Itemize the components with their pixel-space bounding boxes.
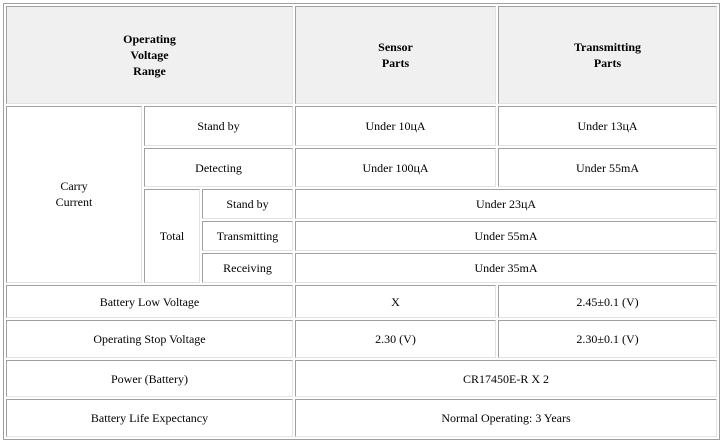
stand-by-transmitting-value: Under 13цA bbox=[498, 106, 717, 147]
table-row bbox=[6, 106, 717, 147]
operating-stop-voltage-sensor-value: 2.30 (V) bbox=[295, 320, 496, 358]
battery-life-expectancy-label: Battery Life Expectancy bbox=[6, 399, 293, 437]
table-row bbox=[6, 360, 717, 398]
detecting-transmitting-value: Under 55mA bbox=[498, 148, 717, 187]
header-operating-voltage-range: Operating Voltage Range bbox=[6, 6, 293, 104]
detecting-sensor-value: Under 100цA bbox=[295, 148, 496, 187]
total-label: Total bbox=[144, 189, 200, 283]
battery-low-voltage-transmitting-value: 2.45±0.1 (V) bbox=[498, 285, 717, 318]
table-row bbox=[6, 285, 717, 318]
total-receiving-label: Receiving bbox=[202, 253, 293, 283]
battery-low-voltage-sensor-value: X bbox=[295, 285, 496, 318]
total-stand-by-value: Under 23цA bbox=[295, 189, 717, 219]
total-transmitting-value: Under 55mA bbox=[295, 221, 717, 251]
battery-life-expectancy-value: Normal Operating: 3 Years bbox=[295, 399, 717, 437]
operating-stop-voltage-label: Operating Stop Voltage bbox=[6, 320, 293, 358]
battery-low-voltage-label: Battery Low Voltage bbox=[6, 285, 293, 318]
power-battery-label: Power (Battery) bbox=[6, 360, 293, 398]
operating-stop-voltage-transmitting-value: 2.30±0.1 (V) bbox=[498, 320, 717, 358]
power-battery-value: CR17450E-R X 2 bbox=[295, 360, 717, 398]
detecting-label: Detecting bbox=[144, 148, 293, 187]
total-transmitting-label: Transmitting bbox=[202, 221, 293, 251]
header-transmitting-parts: Transmitting Parts bbox=[498, 6, 717, 104]
stand-by-label: Stand by bbox=[144, 106, 293, 147]
header-row bbox=[6, 6, 717, 104]
header-sensor-parts: Sensor Parts bbox=[295, 6, 496, 104]
stand-by-sensor-value: Under 10цA bbox=[295, 106, 496, 147]
total-receiving-value: Under 35mA bbox=[295, 253, 717, 283]
table-row bbox=[6, 320, 717, 358]
spec-table bbox=[3, 3, 720, 440]
total-stand-by-label: Stand by bbox=[202, 189, 293, 219]
carry-current-label: Carry Current bbox=[6, 106, 142, 283]
table-row bbox=[6, 399, 717, 437]
